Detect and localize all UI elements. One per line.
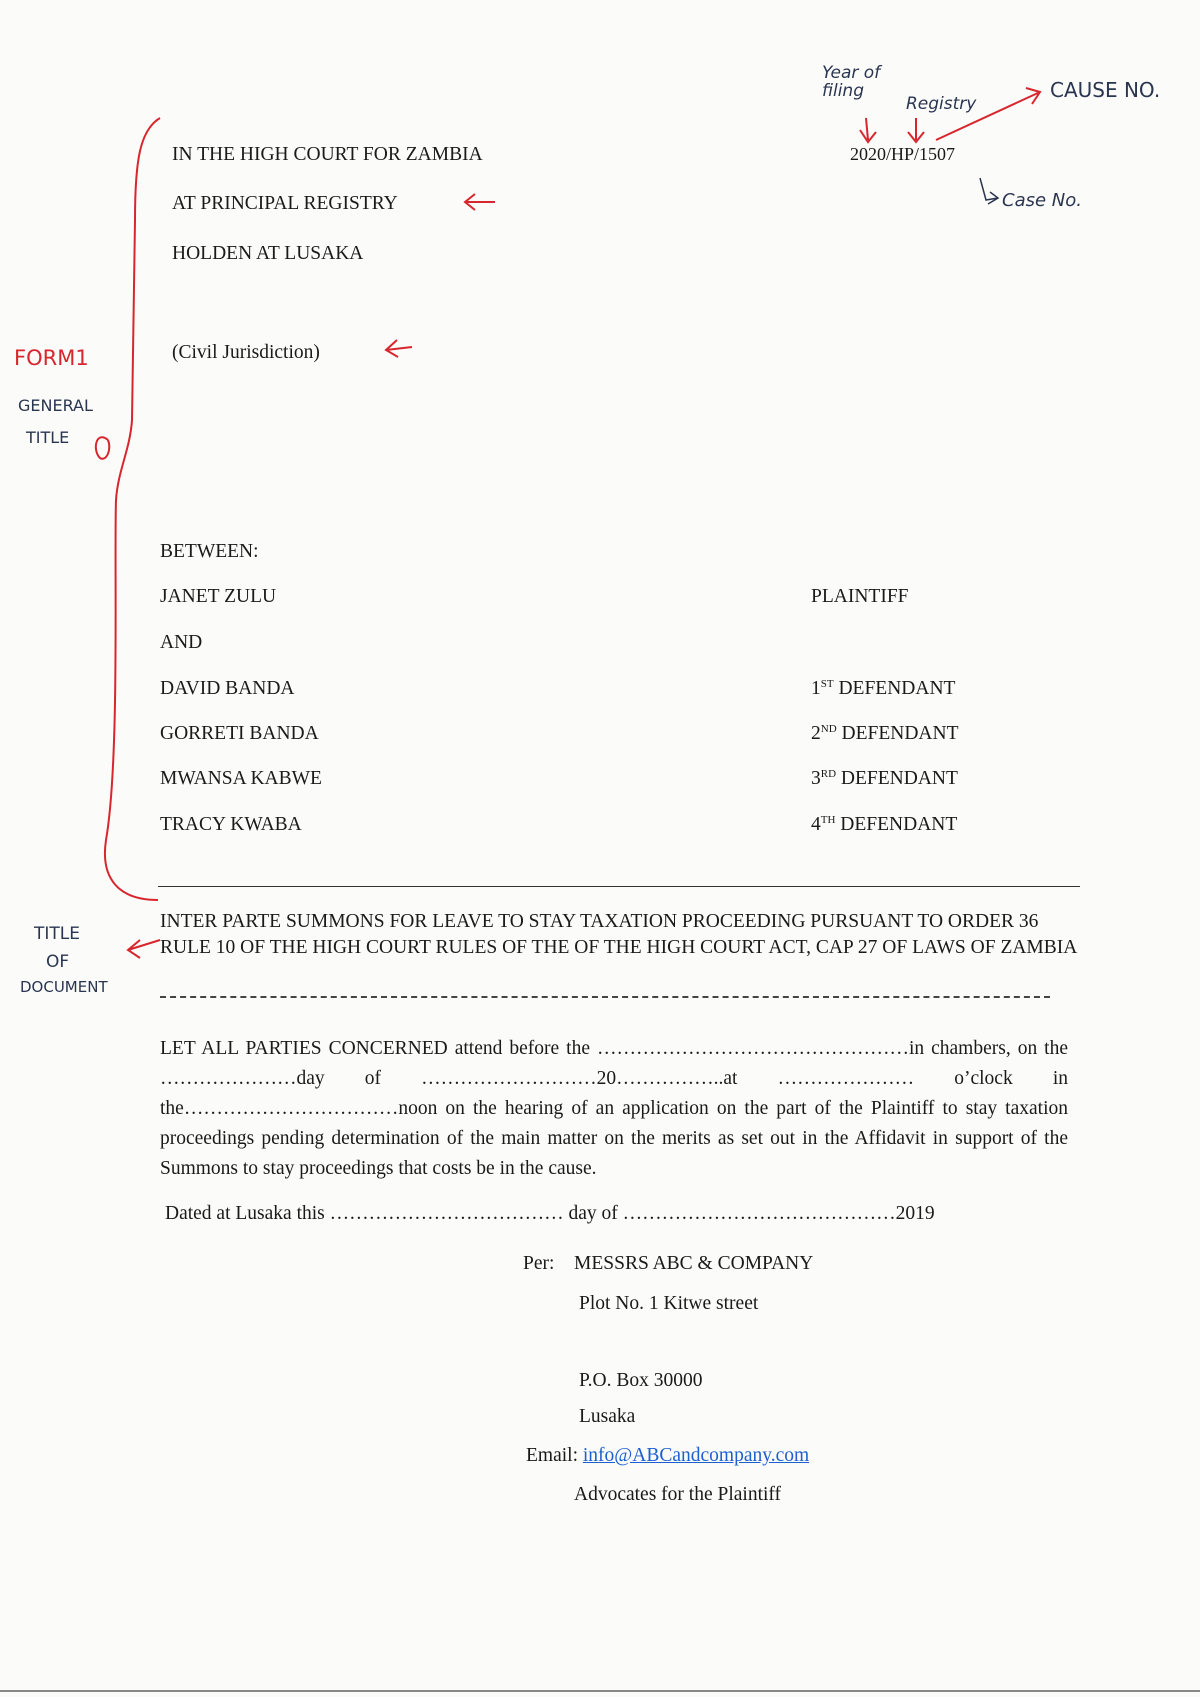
bracket-mark [105, 118, 160, 900]
annotation-registry: Registry [906, 94, 977, 114]
plaintiff-name: JANET ZULU [160, 586, 277, 607]
annotation-title: TITLE [26, 428, 70, 447]
advocates-role: Advocates for the Plaintiff [574, 1484, 782, 1505]
dashed-separator [160, 996, 1050, 998]
annotation-cause-no: CAUSE NO. [1050, 78, 1161, 102]
annotation-form1: FORM1 [14, 346, 89, 370]
defendant-role: 1ST DEFENDANT [811, 678, 956, 699]
defendant-role: 2ND DEFENDANT [811, 723, 959, 744]
and-label: AND [160, 632, 203, 653]
annotation-title-doc-2: OF [46, 952, 70, 972]
arrow-icon [980, 178, 998, 204]
between-label: BETWEEN: [160, 541, 259, 562]
defendant-name: MWANSA KABWE [160, 768, 322, 789]
address-line: Plot No. 1 Kitwe street [579, 1293, 759, 1314]
defendant-role: 4TH DEFENDANT [811, 814, 958, 835]
page-bottom-edge [0, 1690, 1200, 1692]
annotation-year-of-filing: Year of filing [822, 63, 881, 101]
defendant-role: 3RD DEFENDANT [811, 768, 958, 789]
defendant-name: DAVID BANDA [160, 678, 295, 699]
arrow-icon [465, 194, 495, 210]
court-location: HOLDEN AT LUSAKA [172, 243, 364, 264]
email-link[interactable]: info@ABCandcompany.com [582, 1445, 810, 1466]
court-registry: AT PRINCIPAL REGISTRY [172, 193, 398, 214]
arrow-icon [908, 118, 924, 142]
email-label: Email: [526, 1445, 578, 1466]
defendant-name: GORRETI BANDA [160, 723, 319, 744]
city: Lusaka [579, 1406, 636, 1427]
court-name: IN THE HIGH COURT FOR ZAMBIA [172, 144, 483, 165]
plaintiff-role: PLAINTIFF [811, 586, 909, 607]
separator-line [158, 886, 1080, 887]
loop-mark [96, 437, 109, 459]
arrow-icon [386, 340, 412, 357]
summons-body: LET ALL PARTIES CONCERNED attend before the …………………………………………in chambers, on the …………………day of ………………………20……………..at ………………… o’clock in the……………………………noon on the hearing of an application on the part of the Plaintiff to stay taxation proceedings pending determination of the main matter on the merits as set out in the Affidavit in support of the Summons to stay proceedings that costs be in the cause. [160, 1038, 1068, 1179]
arrow-icon [860, 118, 876, 142]
annotation-title-doc-1: TITLE [34, 924, 80, 944]
arrow-icon [128, 940, 160, 958]
per-label: Per: [523, 1253, 555, 1274]
dated-line: Dated at Lusaka this ……………………………… day of ……………………………………2019 [165, 1203, 935, 1224]
defendant-name: TRACY KWABA [160, 814, 302, 835]
annotation-title-doc-3: DOCUMENT [20, 978, 108, 996]
firm-name: MESSRS ABC & COMPANY [574, 1253, 814, 1274]
po-box: P.O. Box 30000 [579, 1370, 703, 1391]
cause-number: 2020/HP/1507 [850, 144, 956, 164]
email-line [526, 1445, 809, 1467]
annotation-case-no: Case No. [1002, 190, 1082, 211]
annotation-general: GENERAL [18, 396, 93, 415]
document-title: INTER PARTE SUMMONS FOR LEAVE TO STAY TAXATION PROCEEDING PURSUANT TO ORDER 36 RULE 10 OF THE HIGH COURT RULES OF THE OF THE HIGH COURT ACT, CAP 27 OF LAWS OF ZAMBIA [160, 911, 1078, 958]
jurisdiction: (Civil Jurisdiction) [172, 342, 320, 363]
